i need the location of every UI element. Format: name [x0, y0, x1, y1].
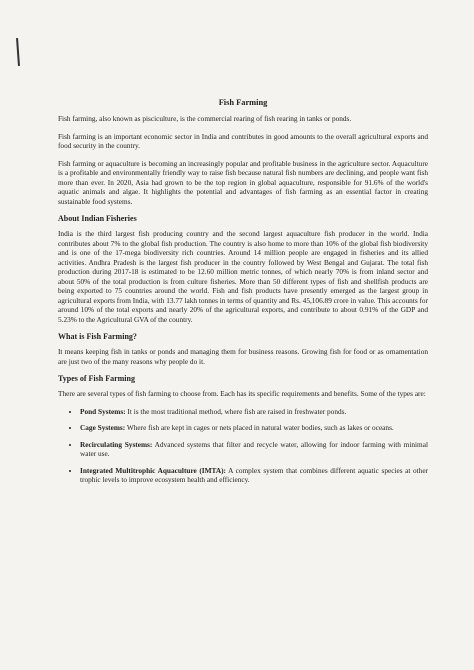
type-name: Pond Systems: [80, 406, 126, 416]
indian-fisheries-paragraph: India is the third largest fish producing country and the second largest aquaculture fish producer in the world. India contributes about 7% to the global fish production. The country is also home to more than 10% of the global fish biodiversity and is one of the 17-mega biodiversity rich countries. Around 14 million people are engaged in fisheries and its allied activities. Andhra Pradesh is the largest fish producer in the country followed by West Bengal and Gujarat. The total fish production during 2017-18 is estimated to be 12.60 million metric tonnes, of which nearly 70% is from inland sector and about 50% of the total production is from culture fisheries. More than 50 different types of fish and shellfish products are being exported to 75 countries around the world. Fish and fish products have presently emerged as the largest group in agricultural exports from India, with 13.77 lakh tonnes in terms of quantity and Rs. 45,106.89 crore in value. This accounts for around 10% of the total exports and nearly 20% of the agricultural exports, and contribute to about 0.91% of the GDP and 5.23% to the Agricultural GVA of the country. [58, 229, 428, 324]
section-heading-types: Types of Fish Farming [58, 374, 135, 383]
aquaculture-paragraph: Fish farming or aquaculture is becoming an increasingly popular and profitable business in the agriculture sector. Aquaculture is a profitable and environmentally friendly way to raise fish because natural fish numbers are declining, and people want fish more than ever. In 2020, Asia had grown to be the top region in global aquaculture, responsible for 91.6% of the world's aquatic animals and algae. It highlights the potential and advantages of fish farming as an essential factor in creating sustainable food systems. [58, 158, 428, 206]
section-heading-indian-fisheries: About Indian Fisheries [58, 214, 137, 223]
type-description: Where fish are kept in cages or nets placed in natural water bodies, such as lakes or oceans. [125, 423, 394, 432]
economic-paragraph: Fish farming is an important economic sector in India and contributes in good amounts to the overall agricultural exports and food security in the country. [58, 131, 428, 150]
type-name: Integrated Multitrophic Aquaculture (IMTA): [80, 465, 226, 475]
type-description: Advanced systems that filter and recycle water, allowing for indoor farming with minimal water use. [80, 439, 428, 458]
list-item-pond-systems [80, 407, 428, 417]
types-list [58, 407, 428, 485]
list-item-imta [80, 466, 428, 485]
section-heading-what-is-fish-farming: What is Fish Farming? [58, 332, 137, 341]
pen-mark [16, 38, 20, 66]
types-intro-paragraph: There are several types of fish farming to choose from. Each has its specific requirements and benefits. Some of the types are: [58, 389, 426, 398]
what-is-paragraph: It means keeping fish in tanks or ponds and managing them for business reasons. Growing fish for food or as ornamentation are just two of the many reasons why people do it. [58, 347, 428, 366]
list-item-cage-systems [80, 423, 428, 433]
type-description: A complex system that combines different aquatic species at other trophic levels to improve ecosystem health and efficiency. [80, 465, 428, 484]
document-body [58, 98, 428, 492]
intro-paragraph: Fish farming, also known as pisciculture, is the commercial rearing of fish rearing in tanks or ponds. [58, 114, 352, 123]
type-name: Cage Systems: [80, 423, 126, 432]
document-title: Fish Farming [218, 98, 268, 107]
type-name: Recirculating Systems: [80, 439, 153, 449]
type-description: It is the most traditional method, where fish are raised in freshwater ponds. [125, 406, 347, 416]
list-item-recirculating-systems [80, 440, 428, 459]
